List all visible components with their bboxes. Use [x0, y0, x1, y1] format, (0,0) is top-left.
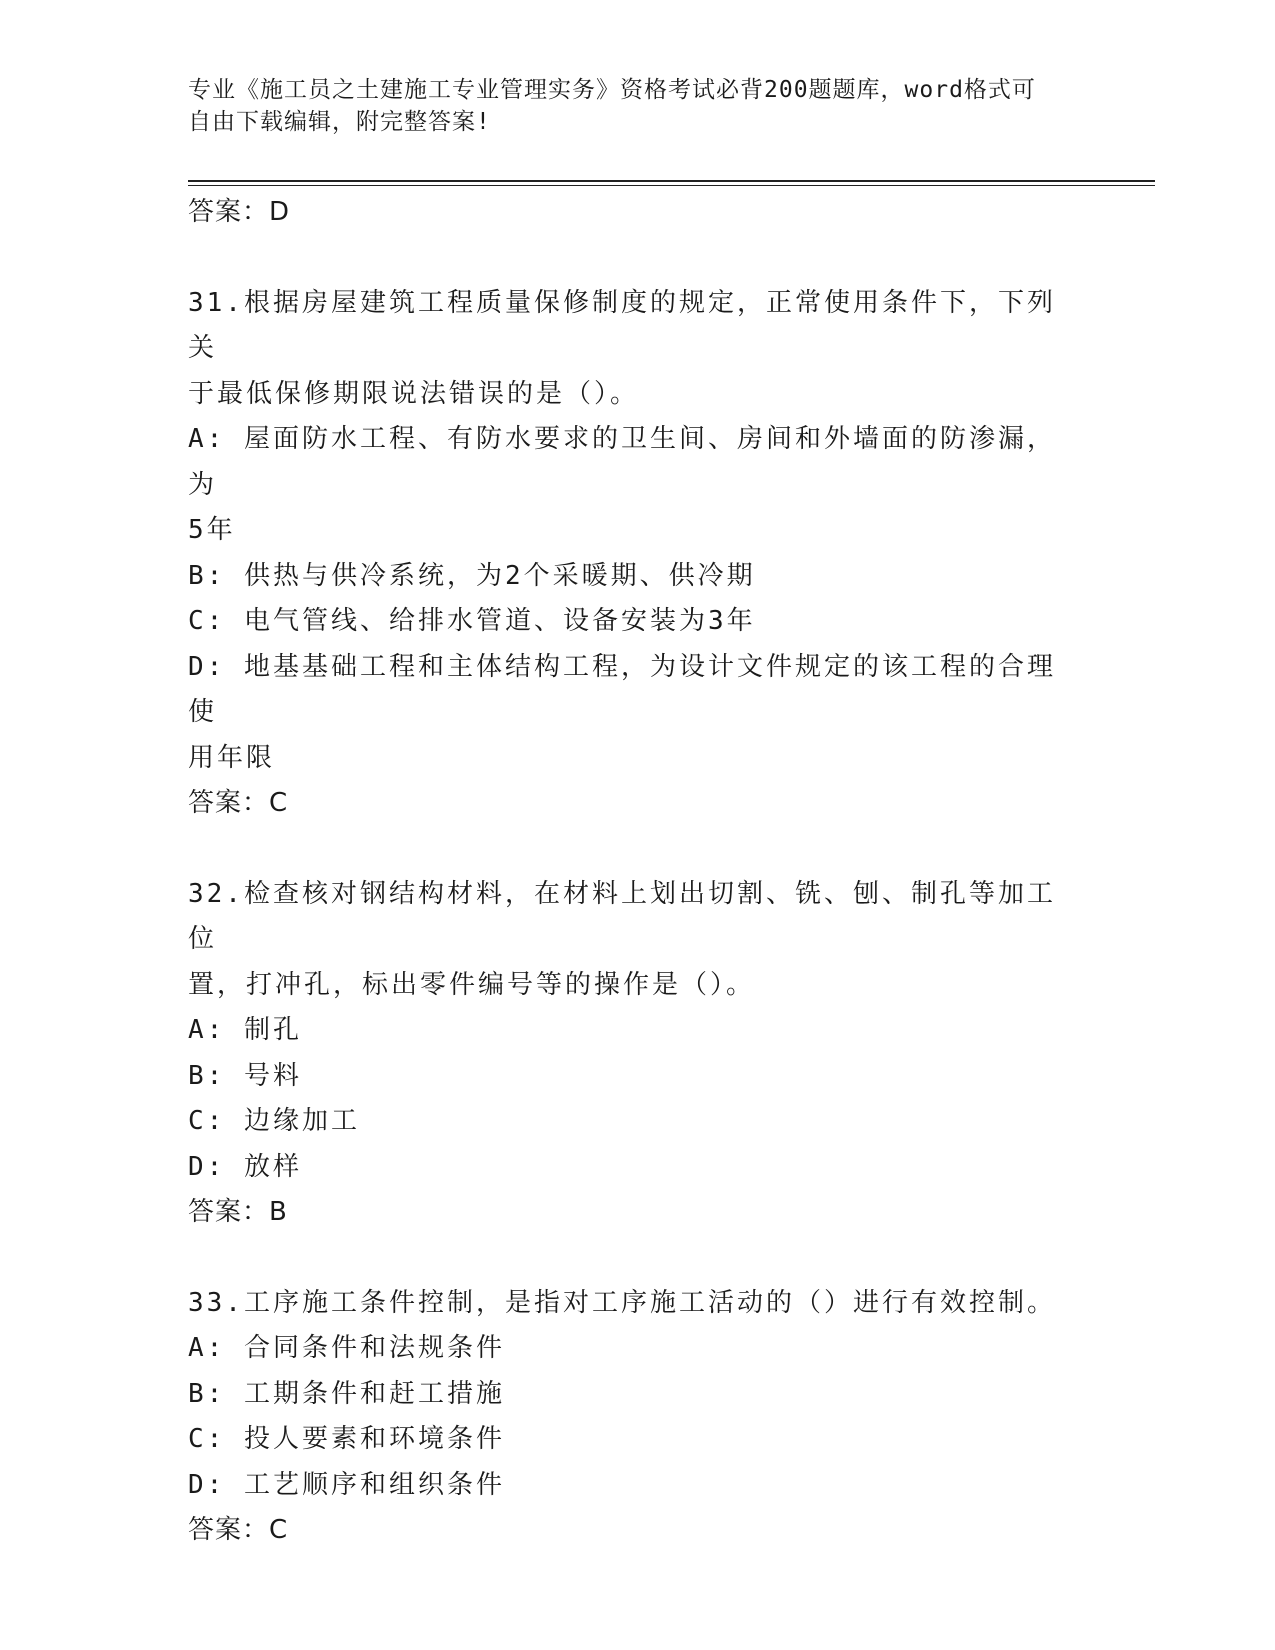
header-line-2: 自由下载编辑，附完整答案! [188, 109, 491, 135]
question-stem-line: 32.检查核对钢结构材料，在材料上划出切割、铣、刨、制孔等加工位 [188, 878, 1056, 954]
question-stem-line: 33.工序施工条件控制，是指对工序施工活动的（）进行有效控制。 [188, 1287, 1056, 1318]
header-divider-thin [188, 185, 1155, 186]
question-31 [188, 281, 1078, 827]
option-a-continuation: 5年 [188, 515, 236, 545]
option-c: C: 电气管线、给排水管道、设备安装为3年 [188, 606, 756, 636]
option-d: D: 放样 [188, 1151, 302, 1182]
question-32 [188, 872, 1078, 1236]
header-divider-thick [188, 180, 1155, 182]
option-b: B: 工期条件和赶工措施 [188, 1378, 505, 1409]
answer: 答案：C [188, 788, 289, 818]
document-body [188, 190, 1078, 1554]
option-c: C: 边缘加工 [188, 1106, 360, 1136]
answer: 答案：C [188, 1515, 289, 1545]
option-a: A: 合同条件和法规条件 [188, 1333, 505, 1363]
option-c: C: 投人要素和环境条件 [188, 1424, 505, 1454]
option-a: A: 屋面防水工程、有防水要求的卫生间、房间和外墙面的防渗漏，为 [188, 424, 1056, 500]
option-d: D: 工艺顺序和组织条件 [188, 1469, 505, 1500]
previous-answer: 答案：D [188, 197, 291, 227]
option-d: D: 地基基础工程和主体结构工程，为设计文件规定的该工程的合理使 [188, 651, 1056, 727]
document-header [188, 74, 1068, 138]
question-33 [188, 1281, 1078, 1554]
header-line-1: 专业《施工员之土建施工专业管理实务》资格考试必背200题题库，word格式可 [188, 77, 1036, 103]
option-b: B: 号料 [188, 1060, 302, 1091]
question-stem-line: 31.根据房屋建筑工程质量保修制度的规定，正常使用条件下，下列关 [188, 287, 1056, 363]
question-stem-line: 置，打冲孔，标出零件编号等的操作是（）。 [188, 969, 756, 1000]
option-b: B: 供热与供冷系统，为2个采暖期、供冷期 [188, 560, 756, 591]
option-a: A: 制孔 [188, 1015, 302, 1045]
question-stem-line: 于最低保修期限说法错误的是（）。 [188, 378, 640, 409]
answer: 答案：B [188, 1197, 288, 1227]
option-d-continuation: 用年限 [188, 742, 276, 773]
